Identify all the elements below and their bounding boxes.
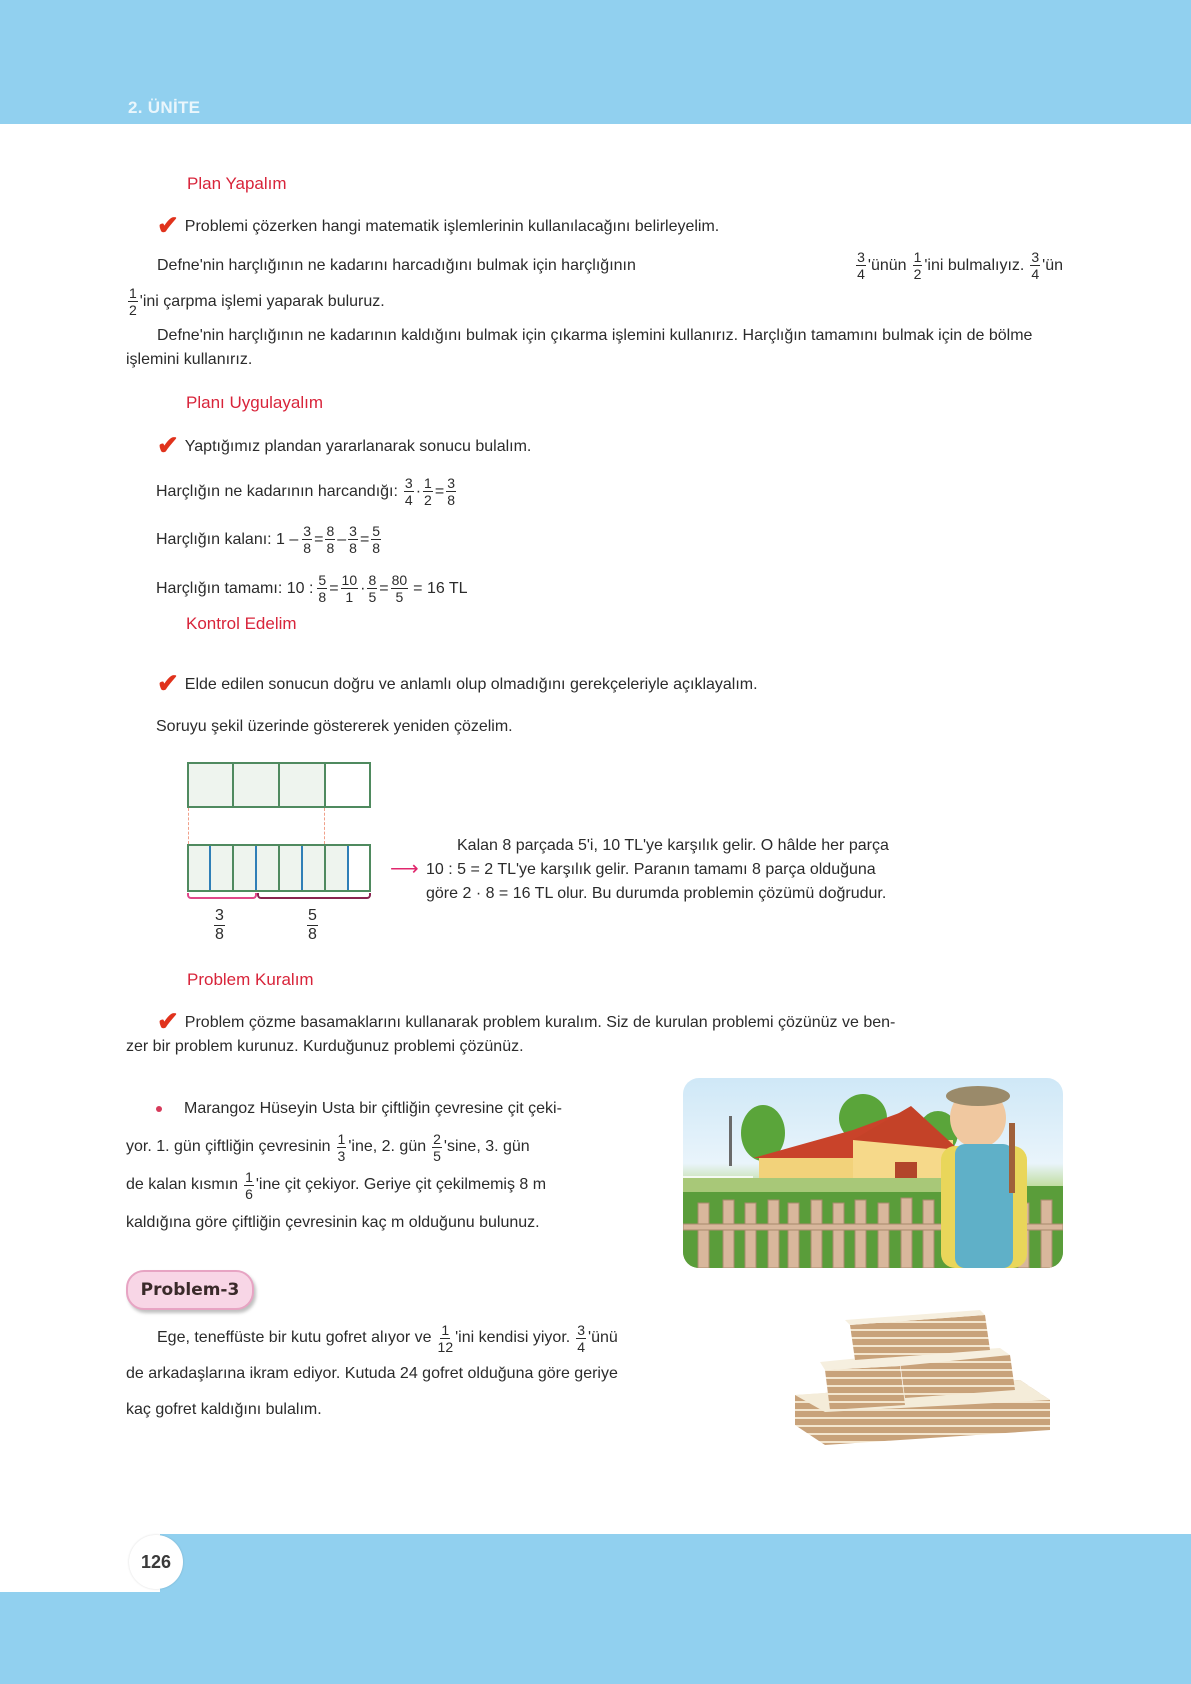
checkmark-icon: ✔ [157, 210, 179, 240]
bar-quarters [187, 762, 371, 808]
brace-three-eighths [187, 893, 257, 899]
label-three-eighths: $\frac{3}{8}$ [215, 907, 224, 943]
check-instruction: Soruyu şekil üzerinde göstererek yeniden çözelim. [156, 718, 513, 735]
wafer-stack-photo [780, 1300, 1070, 1450]
build-check-paragraph: ✔ Problem çözme basamaklarını kullanarak problem kuralım. Siz de kurulan problemi çözünüz ve ben- zer bir problem kurunuz. Kurduğunuz problemi çözünüz. [126, 1006, 896, 1055]
problem-3-badge: Problem-3 [126, 1270, 254, 1310]
heading-plan: Plan Yapalım [187, 174, 287, 193]
build-problem-item: Marangoz Hüseyin Usta bir çiftliğin çevresine çit çeki- yor. 1. gün çiftliğin çevresinin $\frac{1}{3}$ 'ine, 2. gün $\frac{2}{5}$ 'sine, 3. gün de kalan kısmın $\frac{1}{6}$ 'ine çit çekiyor. Geriye çit çekilmemiş 8 m kaldığına göre çiftliğin çevresinin kaç m olduğunu bulunuz. [126, 1100, 562, 1231]
arrow-right-icon: ⟶ [390, 858, 419, 880]
wafer-icon [780, 1300, 1070, 1450]
bullet-icon [156, 1106, 162, 1112]
diagram-explanation: Kalan 8 parçada 5'i, 10 TL'ye karşılık gelir. O hâlde her parça 10 : 5 = 2 TL'ye karşılık gelir. Paranın tamamı 8 parça olduğuna göre 2 · 8 = 16 TL olur. Bu durumda problemin çözümü doğrudur. [426, 837, 889, 902]
checkmark-icon: ✔ [157, 430, 179, 460]
plan-paragraph-1-line-2: $\frac{1}{2}$ 'ini çarpma işlemi yaparak buluruz. [129, 285, 385, 318]
unit-label: 2. ÜNİTE [128, 98, 201, 117]
label-five-eighths: $\frac{5}{8}$ [308, 907, 317, 943]
brace-five-eighths [257, 893, 371, 899]
heading-check: Kontrol Edelim [186, 614, 297, 633]
checkmark-icon: ✔ [157, 1006, 179, 1036]
equation-spent: Harçlığın ne kadarının harcandığı: $\frac{3}{4}$ · $\frac{1}{2}$ = $\frac{3}{8}$ [156, 475, 455, 508]
plan-paragraph-2: Defne'nin harçlığının ne kadarının kaldığını bulmak için çıkarma işlemini kullanırız. Harçlığın tamamını bulmak için de bölme işlemini kullanırız. [126, 327, 1033, 368]
fraction: $\frac{1}{2}$ [129, 285, 137, 318]
apply-check-line: ✔ Yaptığımız plandan yararlanarak sonucu bulalım. [157, 430, 532, 460]
farm-fence-carpenter-illustration [683, 1078, 1063, 1268]
plan-check-line: ✔ Problemi çözerken hangi matematik işlemlerinin kullanılacağını belirleyelim. [157, 210, 720, 240]
equation-total: Harçlığın tamamı: 10 : $\frac{5}{8}$ = $\frac{10}{1}$ · $\frac{8}{5}$ = $\frac{80}{5}$ = 16 TL [156, 572, 468, 605]
page-number: 126 [129, 1535, 183, 1589]
equation-remaining: Harçlığın kalanı: 1 – $\frac{3}{8}$ = $\frac{8}{8}$ – $\frac{3}{8}$ = $\frac{5}{8}$ [156, 523, 381, 556]
farm-illustration-icon [683, 1078, 1063, 1268]
bar-eighths [187, 844, 371, 892]
fraction: $\frac{3}{4}$ [1031, 249, 1040, 282]
checkmark-icon: ✔ [157, 668, 179, 698]
heading-apply: Planı Uygulayalım [186, 393, 324, 412]
heading-build: Problem Kuralım [187, 970, 314, 989]
problem-3-text: Ege, teneffüste bir kutu gofret alıyor ve $\frac{1}{12}$ 'ini kendisi yiyor. $\frac{3}{4}$ 'ünü de arkadaşlarına ikram ediyor. Kutuda 24 gofret olduğuna göre geriye kaç gofret kaldığını bulalım. [126, 1321, 618, 1418]
fraction: $\frac{1}{2}$ [913, 249, 922, 282]
check-check-line: ✔ Elde edilen sonucun doğru ve anlamlı olup olmadığını gerekçeleriyle açıklayalım. [157, 668, 758, 698]
plan-paragraph-1-line-1: Defne'nin harçlığının ne kadarını harcadığını bulmak için harçlığının $\frac{3}{4}$ 'ünün $\frac{1}{2}$ 'ini bulmalıyız. $\frac{3}{4}$ 'ün [157, 249, 1063, 282]
fraction: $\frac{3}{4}$ [857, 249, 865, 282]
